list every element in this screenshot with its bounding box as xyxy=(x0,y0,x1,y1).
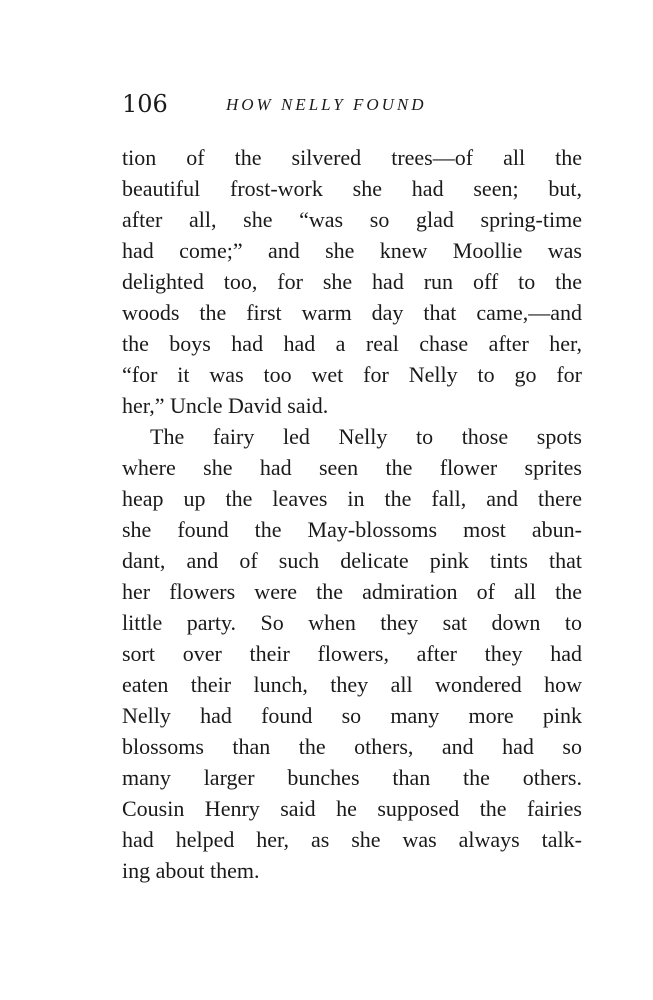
text-line: beautiful frost-work she had seen; but, xyxy=(122,176,582,201)
text-line: woods the first warm day that came,—and xyxy=(122,300,582,325)
text-line: many larger bunches than the others. xyxy=(122,765,582,790)
text-line: blossoms than the others, and had so xyxy=(122,734,582,759)
running-head: HOW NELLY FOUND xyxy=(226,95,427,114)
text-line: Cousin Henry said he supposed the fairies xyxy=(122,796,582,821)
text-line: dant, and of such delicate pink tints that xyxy=(122,548,582,573)
text-line: she found the May-blossoms most abun- xyxy=(122,517,582,542)
text-line: after all, she “was so glad spring-time xyxy=(122,207,582,232)
text-line: where she had seen the flower sprites xyxy=(122,455,582,480)
text-line: tion of the silvered trees—of all the xyxy=(122,145,582,170)
text-line: eaten their lunch, they all wondered how xyxy=(122,672,582,697)
page-number: 106 xyxy=(122,90,168,118)
page-header xyxy=(122,90,582,120)
body-text xyxy=(122,142,582,886)
text-line: had helped her, as she was always talk- xyxy=(122,827,582,852)
text-line: the boys had had a real chase after her, xyxy=(122,331,582,356)
text-line: had come;” and she knew Moollie was xyxy=(122,238,582,263)
text-line: Nelly had found so many more pink xyxy=(122,703,582,728)
text-line: her flowers were the admiration of all the xyxy=(122,579,582,604)
text-line: heap up the leaves in the fall, and there xyxy=(122,486,582,511)
text-line: sort over their flowers, after they had xyxy=(122,641,582,666)
paragraph-start-line: The fairy led Nelly to those spots xyxy=(150,424,582,449)
paragraph-end-line: her,” Uncle David said. xyxy=(122,393,329,418)
text-line: “for it was too wet for Nelly to go for xyxy=(122,362,582,387)
text-line: delighted too, for she had run off to the xyxy=(122,269,582,294)
text-line: little party. So when they sat down to xyxy=(122,610,582,635)
paragraph-end-line: ing about them. xyxy=(122,858,260,883)
